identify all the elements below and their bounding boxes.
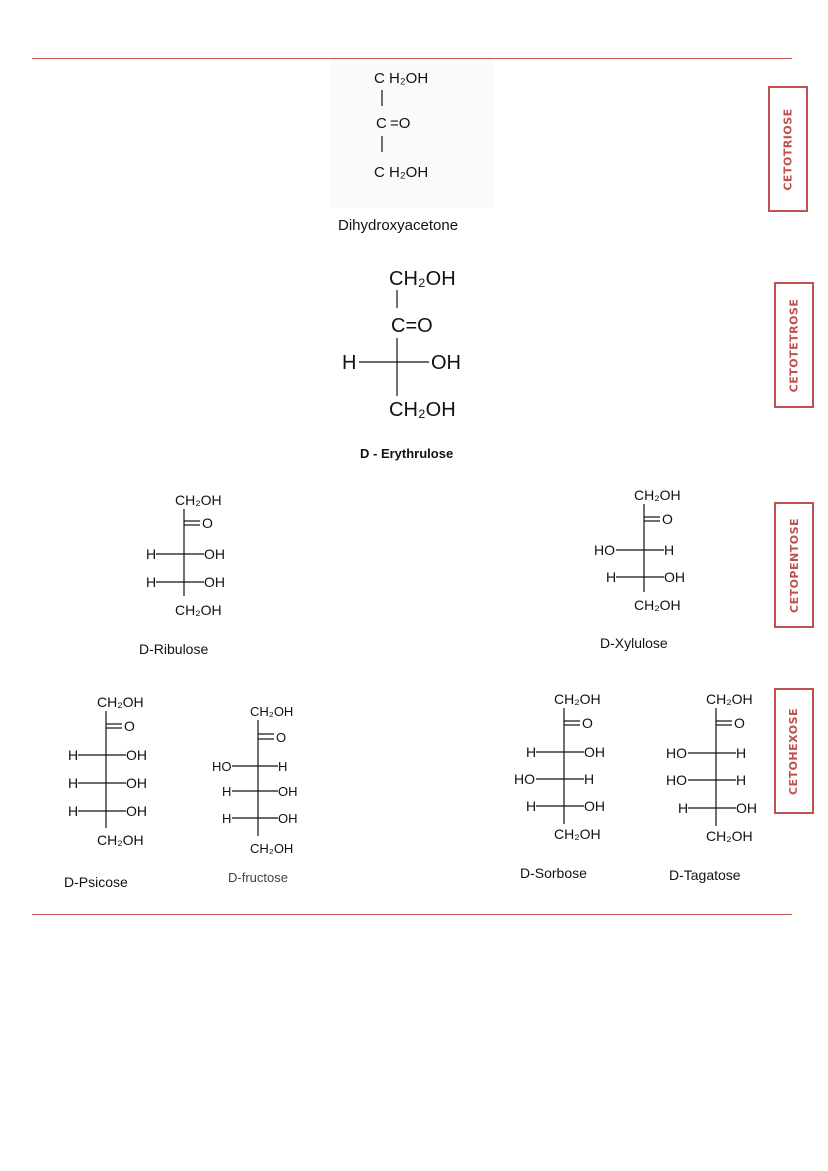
sor-c5-right: OH — [584, 798, 605, 814]
rib-top-group: CH₂OH — [175, 492, 222, 508]
tag-c4-left: HO — [666, 772, 687, 788]
psi-keto-oxygen: O — [124, 718, 135, 734]
xyl-bottom-group: CH₂OH — [634, 597, 681, 613]
tag-c5-right: OH — [736, 800, 757, 816]
tag-keto-oxygen: O — [734, 715, 745, 731]
sorbose-name: D-Sorbose — [520, 865, 587, 881]
rib-c4-left: H — [146, 574, 157, 590]
rib-bottom-group: CH₂OH — [175, 602, 222, 618]
dha-keto-carbon: C — [376, 115, 387, 132]
fru-keto-oxygen: O — [276, 730, 287, 745]
bottom-divider — [32, 914, 792, 915]
tag-top-group: CH₂OH — [706, 691, 753, 707]
ery-bottom-group: CH₂OH — [389, 399, 456, 421]
sor-c4-right: H — [584, 771, 595, 787]
dha-keto-oxygen: =O — [390, 115, 411, 132]
psi-c5-right: OH — [126, 803, 147, 819]
tag-c4-right: H — [736, 772, 747, 788]
ery-top-group: CH₂OH — [389, 268, 456, 290]
psi-top-group: CH₂OH — [97, 694, 144, 710]
cetotriose-label-box — [768, 86, 808, 212]
tag-c3-right: H — [736, 745, 747, 761]
tagatose-structure — [664, 686, 784, 856]
xyl-top-group: CH₂OH — [634, 487, 681, 503]
sor-c3-right: OH — [584, 744, 605, 760]
dha-top-group: C H₂OH — [374, 70, 429, 87]
xylulose-structure — [594, 482, 724, 622]
psi-bottom-group: CH₂OH — [97, 832, 144, 848]
erythrulose-name: D - Erythrulose — [360, 446, 454, 461]
fru-top-group: CH₂OH — [250, 704, 294, 719]
psicose-name: D-Psicose — [64, 874, 128, 890]
psi-c4-left: H — [68, 775, 79, 791]
fru-c5-left: H — [222, 811, 232, 826]
rib-c3-left: H — [146, 546, 157, 562]
cetopentose-label: CETOPENTOSE — [787, 517, 801, 613]
top-divider — [32, 58, 792, 59]
dihydroxyacetone-structure — [330, 60, 500, 210]
ery-h-substituent: H — [342, 352, 357, 374]
tagatose-name: D-Tagatose — [669, 867, 741, 883]
psi-c4-right: OH — [126, 775, 147, 791]
sor-bottom-group: CH₂OH — [554, 826, 601, 842]
rib-keto-oxygen: O — [202, 515, 213, 531]
sor-c4-left: HO — [514, 771, 535, 787]
sor-keto-oxygen: O — [582, 715, 593, 731]
cetohexose-label: CETOHEXOSE — [787, 707, 801, 795]
ribulose-name: D-Ribulose — [139, 641, 209, 657]
fru-c4-right: OH — [278, 784, 298, 799]
rib-c4-right: OH — [204, 574, 225, 590]
tag-bottom-group: CH₂OH — [706, 828, 753, 844]
xyl-keto-oxygen: O — [662, 511, 673, 527]
xyl-c4-right: OH — [664, 569, 685, 585]
cetotriose-label: CETOTRIOSE — [781, 107, 795, 191]
fru-c4-left: H — [222, 784, 232, 799]
ribulose-structure — [140, 484, 270, 624]
fru-c5-right: OH — [278, 811, 298, 826]
cetotetrose-label-box — [774, 282, 814, 408]
sor-top-group: CH₂OH — [554, 691, 601, 707]
xyl-c4-left: H — [606, 569, 617, 585]
fru-bottom-group: CH₂OH — [250, 841, 294, 856]
dihydroxyacetone-name: Dihydroxyacetone — [338, 217, 459, 234]
xyl-c3-right: H — [664, 542, 675, 558]
fru-c3-right: H — [278, 759, 288, 774]
fructose-structure — [210, 696, 330, 866]
erythrulose-structure — [335, 258, 485, 428]
tag-c5-left: H — [678, 800, 689, 816]
fru-c3-left: HO — [212, 759, 232, 774]
cetotetrose-label: CETOTETROSE — [787, 298, 801, 392]
ery-keto-group: C=O — [391, 315, 433, 337]
xylulose-name: D-Xylulose — [600, 635, 668, 651]
cetopentose-label-box — [774, 502, 814, 628]
psi-c3-right: OH — [126, 747, 147, 763]
sorbose-structure — [510, 686, 630, 856]
fructose-name: D-fructose — [228, 870, 288, 885]
rib-c3-right: OH — [204, 546, 225, 562]
xyl-c3-left: HO — [594, 542, 615, 558]
psi-c5-left: H — [68, 803, 79, 819]
sor-c5-left: H — [526, 798, 537, 814]
ery-oh-substituent: OH — [431, 352, 461, 374]
dha-bottom-group: C H₂OH — [374, 164, 429, 181]
tag-c3-left: HO — [666, 745, 687, 761]
psicose-structure — [62, 688, 182, 858]
sor-c3-left: H — [526, 744, 537, 760]
psi-c3-left: H — [68, 747, 79, 763]
